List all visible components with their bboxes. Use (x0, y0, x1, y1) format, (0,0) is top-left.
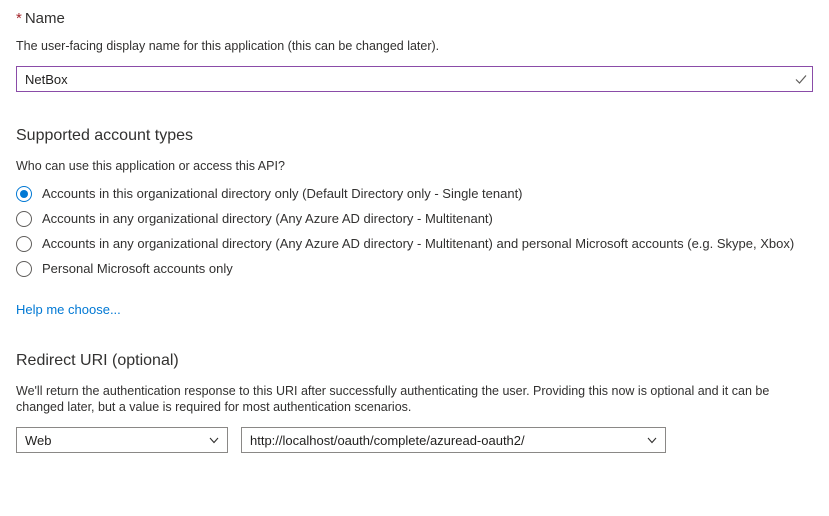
checkmark-icon (790, 67, 812, 91)
radio-option-multitenant-and-personal[interactable] (16, 236, 813, 252)
name-description: The user-facing display name for this application (this can be changed later). (16, 39, 440, 53)
redirect-uri-input[interactable] (242, 428, 639, 452)
platform-select-value: Web (25, 432, 52, 448)
redirect-uri-heading: Redirect URI (optional) (16, 352, 179, 369)
redirect-uri-description: We'll return the authentication response to this URI after successfully authenticating the user. Providing this now is optional and it can be changed later, but a value is required for most authentication scenarios. (16, 384, 770, 414)
radio-label: Personal Microsoft accounts only (42, 261, 233, 276)
platform-select[interactable] (16, 427, 228, 453)
name-input-row (16, 66, 813, 92)
radio-indicator[interactable] (16, 186, 32, 202)
chevron-down-icon[interactable] (639, 434, 665, 446)
name-input[interactable] (17, 67, 790, 91)
radio-option-multitenant[interactable] (16, 211, 813, 227)
radio-indicator[interactable] (16, 211, 32, 227)
radio-indicator[interactable] (16, 236, 32, 252)
help-me-choose-link[interactable]: Help me choose... (16, 302, 121, 317)
radio-label: Accounts in any organizational directory (Any Azure AD directory - Multitenant) (42, 211, 493, 226)
redirect-uri-input-wrapper[interactable] (241, 427, 666, 453)
account-types-heading: Supported account types (16, 127, 194, 144)
radio-label: Accounts in this organizational directory only (Default Directory only - Single tenant) (42, 186, 523, 201)
name-input-wrapper[interactable] (16, 66, 813, 92)
name-label-text: Name (24, 10, 65, 27)
account-types-question: Who can use this application or access this API? (16, 159, 285, 173)
radio-indicator[interactable] (16, 261, 32, 277)
radio-option-single-tenant[interactable] (16, 186, 813, 202)
radio-label: Accounts in any organizational directory (Any Azure AD directory - Multitenant) and personal Microsoft accounts (e.g. Skype, Xbox) (42, 236, 795, 251)
redirect-uri-row (16, 427, 813, 453)
account-types-radio-group[interactable] (16, 186, 813, 277)
chevron-down-icon[interactable] (201, 434, 227, 446)
name-label (16, 10, 813, 28)
required-indicator: * (16, 10, 22, 27)
radio-option-personal-only[interactable] (16, 261, 813, 277)
